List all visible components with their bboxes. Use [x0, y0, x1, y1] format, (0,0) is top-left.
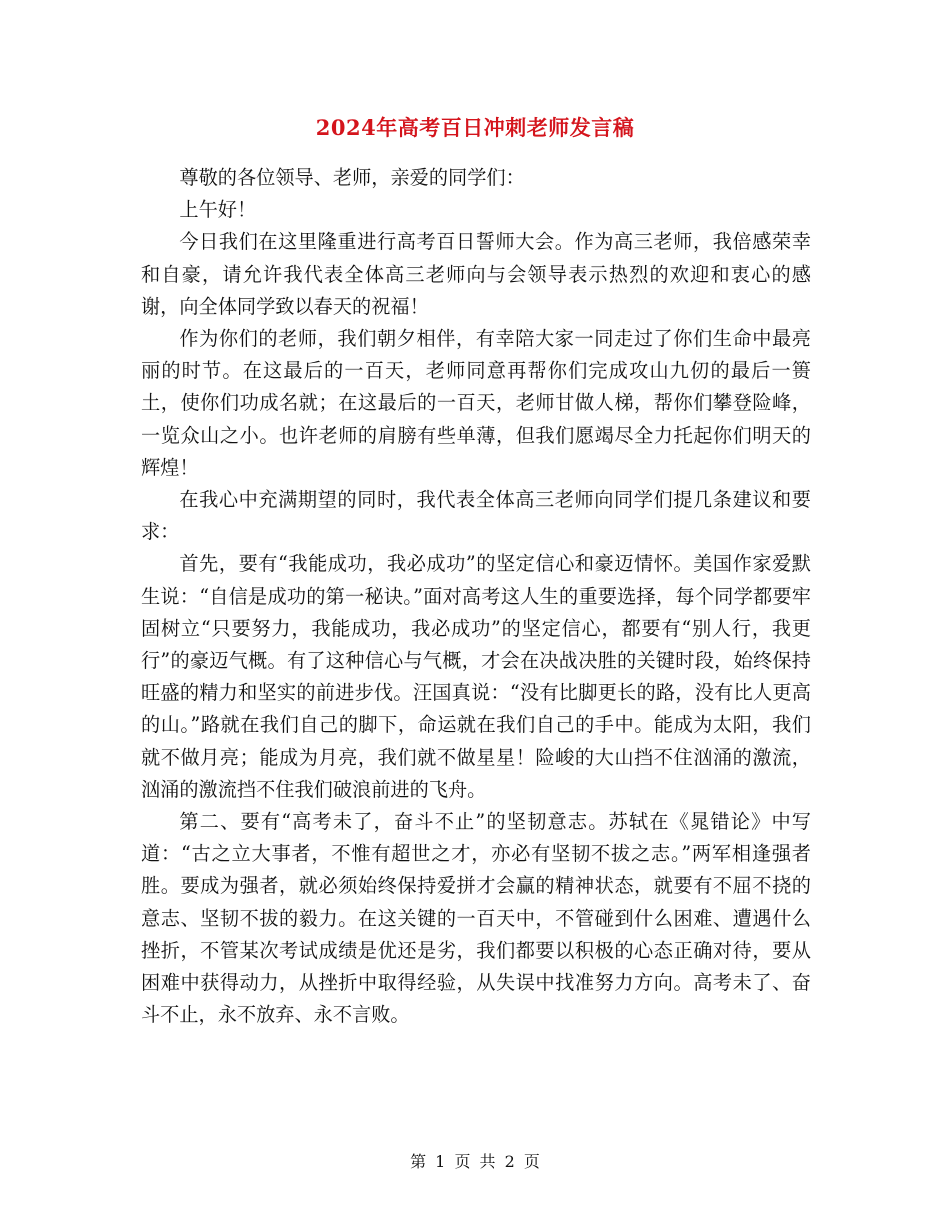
- body-paragraph: 作为你们的老师，我们朝夕相伴，有幸陪大家一同走过了你们生命中最亮丽的时节。在这最后的一百天，老师同意再帮你们完成攻山九仞的最后一篑土，使你们功成名就；在这最后的一百天，老师甘做人梯，帮你们攀登险峰，一览众山之小。也许老师的肩膀有些单薄，但我们愿竭尽全力托起你们明天的辉煌！: [141, 327, 811, 479]
- page-number-footer: 第 1 页 共 2 页: [410, 1152, 540, 1171]
- greeting-paragraph: 上午好！: [179, 198, 257, 222]
- body-paragraph: 在我心中充满期望的同时，我代表全体高三老师向同学们提几条建议和要求：: [141, 488, 811, 544]
- body-paragraph: 首先，要有“我能成功，我必成功”的坚定信心和豪迈情怀。美国作家爱默生说：“自信是成功的第一秘诀。”面对高考这人生的重要选择，每个同学都要牢固树立“只要努力，我能成功，我必成功”的坚定信心，都要有“别人行，我更行”的豪迈气概。有了这种信心与气概，才会在决战决胜的关键时段，始终保持旺盛的精力和坚实的前进步伐。汪国真说：“没有比脚更长的路，没有比人更高的山。”路就在我们自己的脚下，命运就在我们自己的手中。能成为太阳，我们就不做月亮；能成为月亮，我们就不做星星！险峻的大山挡不住汹涌的激流，汹涌的激流挡不住我们破浪前进的飞舟。: [141, 552, 811, 801]
- document-body: [141, 162, 811, 1031]
- document-title: 2024年高考百日冲刺老师发言稿: [315, 115, 635, 140]
- body-paragraph: 今日我们在这里隆重进行高考百日誓师大会。作为高三老师，我倍感荣幸和自豪，请允许我代表全体高三老师向与会领导表示热烈的欢迎和衷心的感谢，向全体同学致以春天的祝福！: [141, 230, 811, 318]
- body-paragraph: 第二、要有“高考未了，奋斗不止”的坚韧意志。苏轼在《晁错论》中写道：“古之立大事者，不惟有超世之才，亦必有坚韧不拔之志。”两军相逢强者胜。要成为强者，就必须始终保持爱拼才会赢的精神状态，就要有不屈不挠的意志、坚韧不拔的毅力。在这关键的一百天中，不管碰到什么困难、遭遇什么挫折，不管某次考试成绩是优还是劣，我们都要以积极的心态正确对待，要从困难中获得动力，从挫折中取得经验，从失误中找准努力方向。高考未了、奋斗不止，永不放弃、永不言败。: [141, 810, 811, 1027]
- salutation-paragraph: 尊敬的各位领导、老师，亲爱的同学们：: [179, 166, 525, 189]
